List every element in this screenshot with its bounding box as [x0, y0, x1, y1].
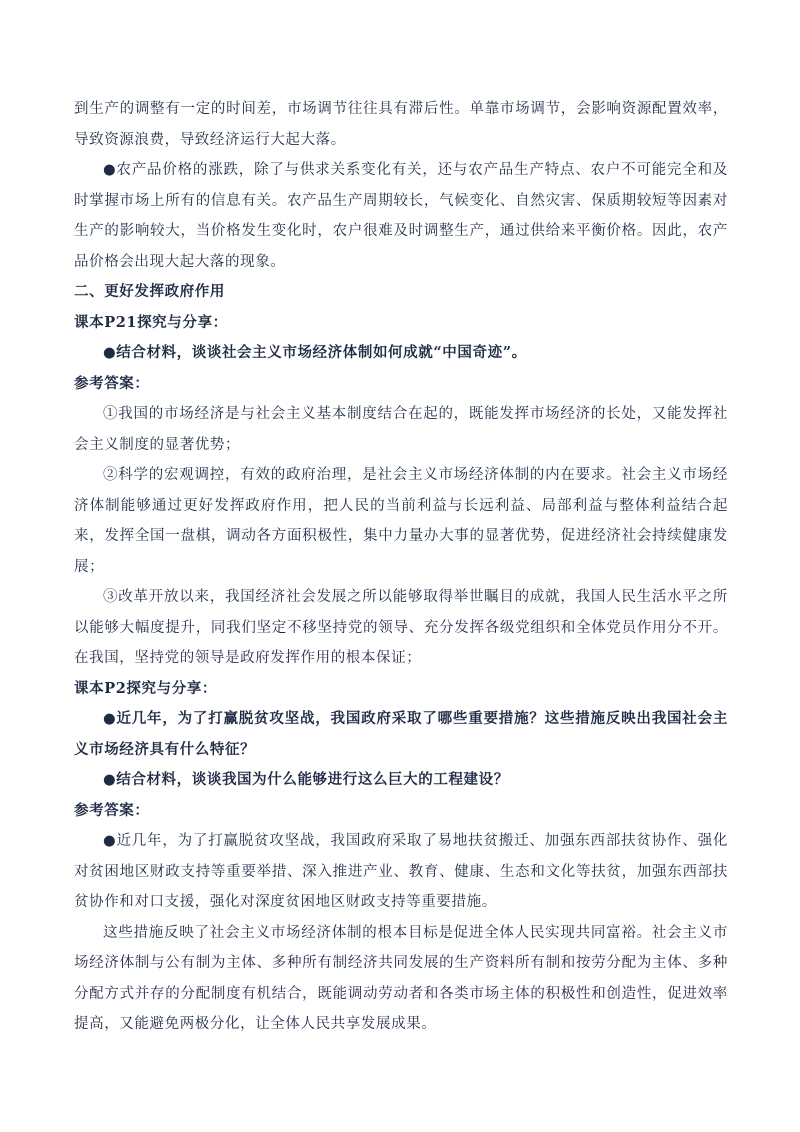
reference-answer-label-2: 参考答案：	[74, 801, 150, 819]
paragraph-market-lag: 到生产的调整有一定的时间差，市场调节往往具有滞后性。单靠市场调节，会影响资源配置效率，导致资源浪费，导致经济运行大起大落。	[74, 101, 728, 148]
answer-common-prosperity: 这些措施反映了社会主义市场经济体制的根本目标是促进全体人民实现共同富裕。社会主义市场经济体制与公有制为主体、多种所有制经济共同发展的生产资料所有制和按劳分配为主体、多种分配方式并存的分配制度有机结合，既能调动劳动者和各类市场主体的积极性和创造性，促进效率提高，又能避免两极分化，让全体人民共享发展成果。	[74, 924, 728, 1032]
question-poverty-measures: ●近几年，为了打赢脱贫攻坚战，我国政府采取了哪些重要措施？这些措施反映出我国社会主义市场经济具有什么特征？	[74, 710, 728, 758]
answer-poverty-measures: ●近几年，为了打赢脱贫攻坚战，我国政府采取了易地扶贫搬迁、加强东西部扶贫协作、强化对贫困地区财政支持等重要举措、深入推进产业、教育、健康、生态和文化等扶贫，加强东西部扶贫协作和对口支援，强化对深度贫困地区财政支持等重要措施。	[74, 833, 728, 910]
paragraph-agricultural-prices: ●农产品价格的涨跌，除了与供求关系变化有关，还与农产品生产特点、农户不可能完全和及时掌握市场上所有的信息有关。农产品生产周期较长，气候变化、自然灾害、保质期较短等因素对生产的影响较大，当价格发生变化时，农户很难及时调整生产，通过供给来平衡价格。因此，农产品价格会出现大起大落的现象。	[74, 162, 728, 270]
section-heading-government-role: 二、更好发挥政府作用	[74, 283, 225, 300]
answer-point-3: ③改革开放以来，我国经济社会发展之所以能够取得举世瞩目的成就，我国人民生活水平之所以能够大幅度提升，同我们坚定不移坚持党的领导、充分发挥各级党组织和全体党员作用分不开。在我国，坚持党的领导是政府发挥作用的根本保证；	[74, 589, 728, 666]
textbook-p21-label: 课本P21探究与分享：	[74, 313, 228, 331]
question-china-miracle: ●结合材料，谈谈社会主义市场经济体制如何成就“中国奇迹”。	[103, 344, 527, 361]
reference-answer-label: 参考答案：	[74, 374, 150, 392]
textbook-p2-label: 课本P2探究与分享：	[74, 679, 217, 697]
document-body	[74, 94, 728, 1040]
question-engineering-construction: ●结合材料，谈谈我国为什么能够进行这么巨大的工程建设？	[103, 771, 509, 788]
answer-point-2: ②科学的宏观调控，有效的政府治理，是社会主义市场经济体制的内在要求。社会主义市场经济体制能够通过更好发挥政府作用，把人民的当前利益与长远利益、局部利益与整体利益结合起来，发挥全国一盘棋，调动各方面积极性，集中力量办大事的显著优势，促进经济社会持续健康发展；	[74, 467, 728, 575]
answer-point-1: ①我国的市场经济是与社会主义基本制度结合在起的，既能发挥市场经济的长处，又能发挥社会主义制度的显著优势；	[74, 406, 728, 453]
